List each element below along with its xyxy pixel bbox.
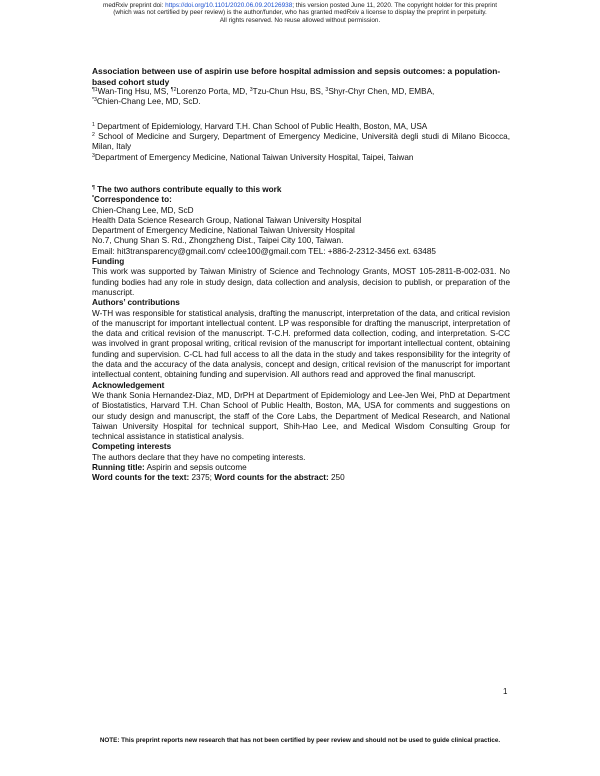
preprint-footer-note: NOTE: This preprint reports new research that has not been certified by peer review and should not be used to guide clinical practice.: [99, 737, 501, 744]
equal-note-sup: ¶: [92, 184, 95, 191]
author-name: Wan-Ting Hsu, MS,: [97, 87, 171, 97]
correspondence-line: Department of Emergency Medicine, National Taiwan University Hospital: [92, 226, 355, 236]
author-sup: 3: [249, 87, 253, 94]
competing-interests-heading: Competing interests: [92, 442, 172, 452]
acknowledgement-heading: Acknowledgement: [92, 380, 165, 390]
affiliation-1: [92, 122, 510, 132]
equal-contribution-note: [92, 185, 510, 195]
correspondence-line: Chien-Chang Lee, MD, ScD: [92, 205, 194, 215]
correspondence-sup: *: [92, 195, 95, 202]
equal-note-text: The two authors contribute equally to this work: [94, 184, 282, 194]
correspondence-line: No.7, Chung Shan S. Rd., Zhongzheng Dist., Taipei City 100, Taiwan.: [92, 236, 344, 246]
correspondence-email-line: Email: hit3transparency@gmail.com/ cclee100@gmail.com TEL: +886-2-2312-3456 ext. 63485: [92, 246, 436, 256]
correspondence-line: Health Data Science Research Group, National Taiwan University Hospital: [92, 215, 362, 225]
author-sup: ¶2: [170, 87, 177, 94]
author-sup: ¶1: [92, 87, 98, 94]
header-line-3: All rights reserved. No reuse allowed without permission.: [219, 16, 381, 24]
author-list-cont: [92, 97, 510, 107]
paper-body: [92, 66, 510, 484]
word-count-abstract-label: Word counts for the abstract:: [214, 473, 329, 483]
funding-body: This work was supported by Taiwan Ministry of Science and Technology Grants, MOST 105-2811-B-002-031. No funding bodies had any role in study design, data collection and analysis, decision to publish, or preparation of the manuscript.: [92, 267, 510, 297]
running-title: [92, 463, 510, 473]
affiliation-text: Department of Epidemiology, Harvard T.H. Chan School of Public Health, Boston, MA, USA: [94, 121, 428, 131]
author-name: Chien-Chang Lee, MD, ScD.: [96, 97, 201, 107]
contributions-body: W-TH was responsible for statistical analysis, drafting the manuscript, interpretation of the data, and critical revision of the manuscript for important intellectual content. LP was responsible for drafting the manuscript, interpretation of the data and critical revision of the manuscript. T-C.H. preformed data collection, coding, and interpretation. S-CC was involved in grant proposal writing, critical revision of the manuscript for important intellectual content, obtaining funding and supervision. C-CL had full access to all the data in the study and takes responsibility for the integrity of the data and the accuracy of the data analysis, concept and design, critical revision of the manuscript for important intellectual content, obtaining funding and supervision. All authors read and approved the final manuscript.: [92, 308, 510, 380]
affiliation-sup: 1: [92, 121, 95, 128]
competing-interests-body: The authors declare that they have no competing interests.: [92, 452, 306, 462]
word-count-text-label: Word counts for the text:: [92, 473, 190, 483]
affiliation-3: [92, 153, 510, 163]
running-title-value: Aspirin and sepsis outcome: [144, 462, 247, 472]
affiliation-2: [92, 132, 510, 153]
correspondence-heading-text: Correspondence to:: [94, 195, 172, 205]
running-title-label: Running title:: [92, 462, 145, 472]
author-name: Lorenzo Porta, MD,: [176, 87, 250, 97]
contributions-heading: Authors’ contributions: [92, 298, 180, 308]
header-version-text: ; this version posted June 11, 2020. The copyright holder for this preprint: [292, 2, 497, 9]
affiliation-text: Department of Emergency Medicine, National Taiwan University Hospital, Taipei, Taiwan: [94, 152, 414, 162]
paper-title: Association between use of aspirin use before hospital admission and sepsis outcomes: a population-based cohort study: [92, 66, 501, 87]
author-list: [92, 87, 510, 97]
header-line-1: [0, 2, 600, 9]
affiliation-sup: 2: [92, 132, 95, 139]
header-doi-prefix: medRxiv preprint doi:: [103, 2, 166, 9]
preprint-header: [0, 2, 600, 24]
affiliation-text: School of Medicine and Surgery, Department of Emergency Medicine, Università degli studi di Milano Bicocca, Milan, Italy: [92, 132, 510, 152]
author-sup: 3: [325, 87, 329, 94]
funding-heading: Funding: [92, 257, 125, 267]
acknowledgement-body: We thank Sonia Hernandez-Diaz, MD, DrPH at Department of Epidemiology and Lee-Jen Wei, PhD at Department of Biostatistics, Harvard T.H. Chan School of Public Health, Boston, MA, USA for comments and suggestions on our study design and manuscript, the staff of the Core Labs, the Department of Medical Research, and National Taiwan University Hospital for technical support, Shih-Hao Lee, and Medical Wisdom Consulting Group for technical assistance in statistical analysis.: [92, 390, 510, 442]
header-line-2: (which was not certified by peer review) is the author/funder, who has granted medRxiv a license to display the preprint in perpetuity.: [113, 9, 487, 17]
word-count-text-value: 2375;: [189, 473, 215, 483]
word-counts: [92, 473, 510, 483]
doi-link[interactable]: https://doi.org/10.1101/2020.06.09.20126938: [165, 2, 293, 9]
correspondence-heading: [92, 195, 510, 205]
affiliation-sup: 3: [92, 152, 95, 159]
word-count-abstract-value: 250: [328, 473, 345, 483]
author-sup: *3: [92, 97, 97, 104]
author-name: Shyr-Chyr Chen, MD, EMBA,: [328, 87, 435, 97]
page-number: 1: [503, 687, 508, 696]
author-name: Tzu-Chun Hsu, BS,: [252, 87, 326, 97]
